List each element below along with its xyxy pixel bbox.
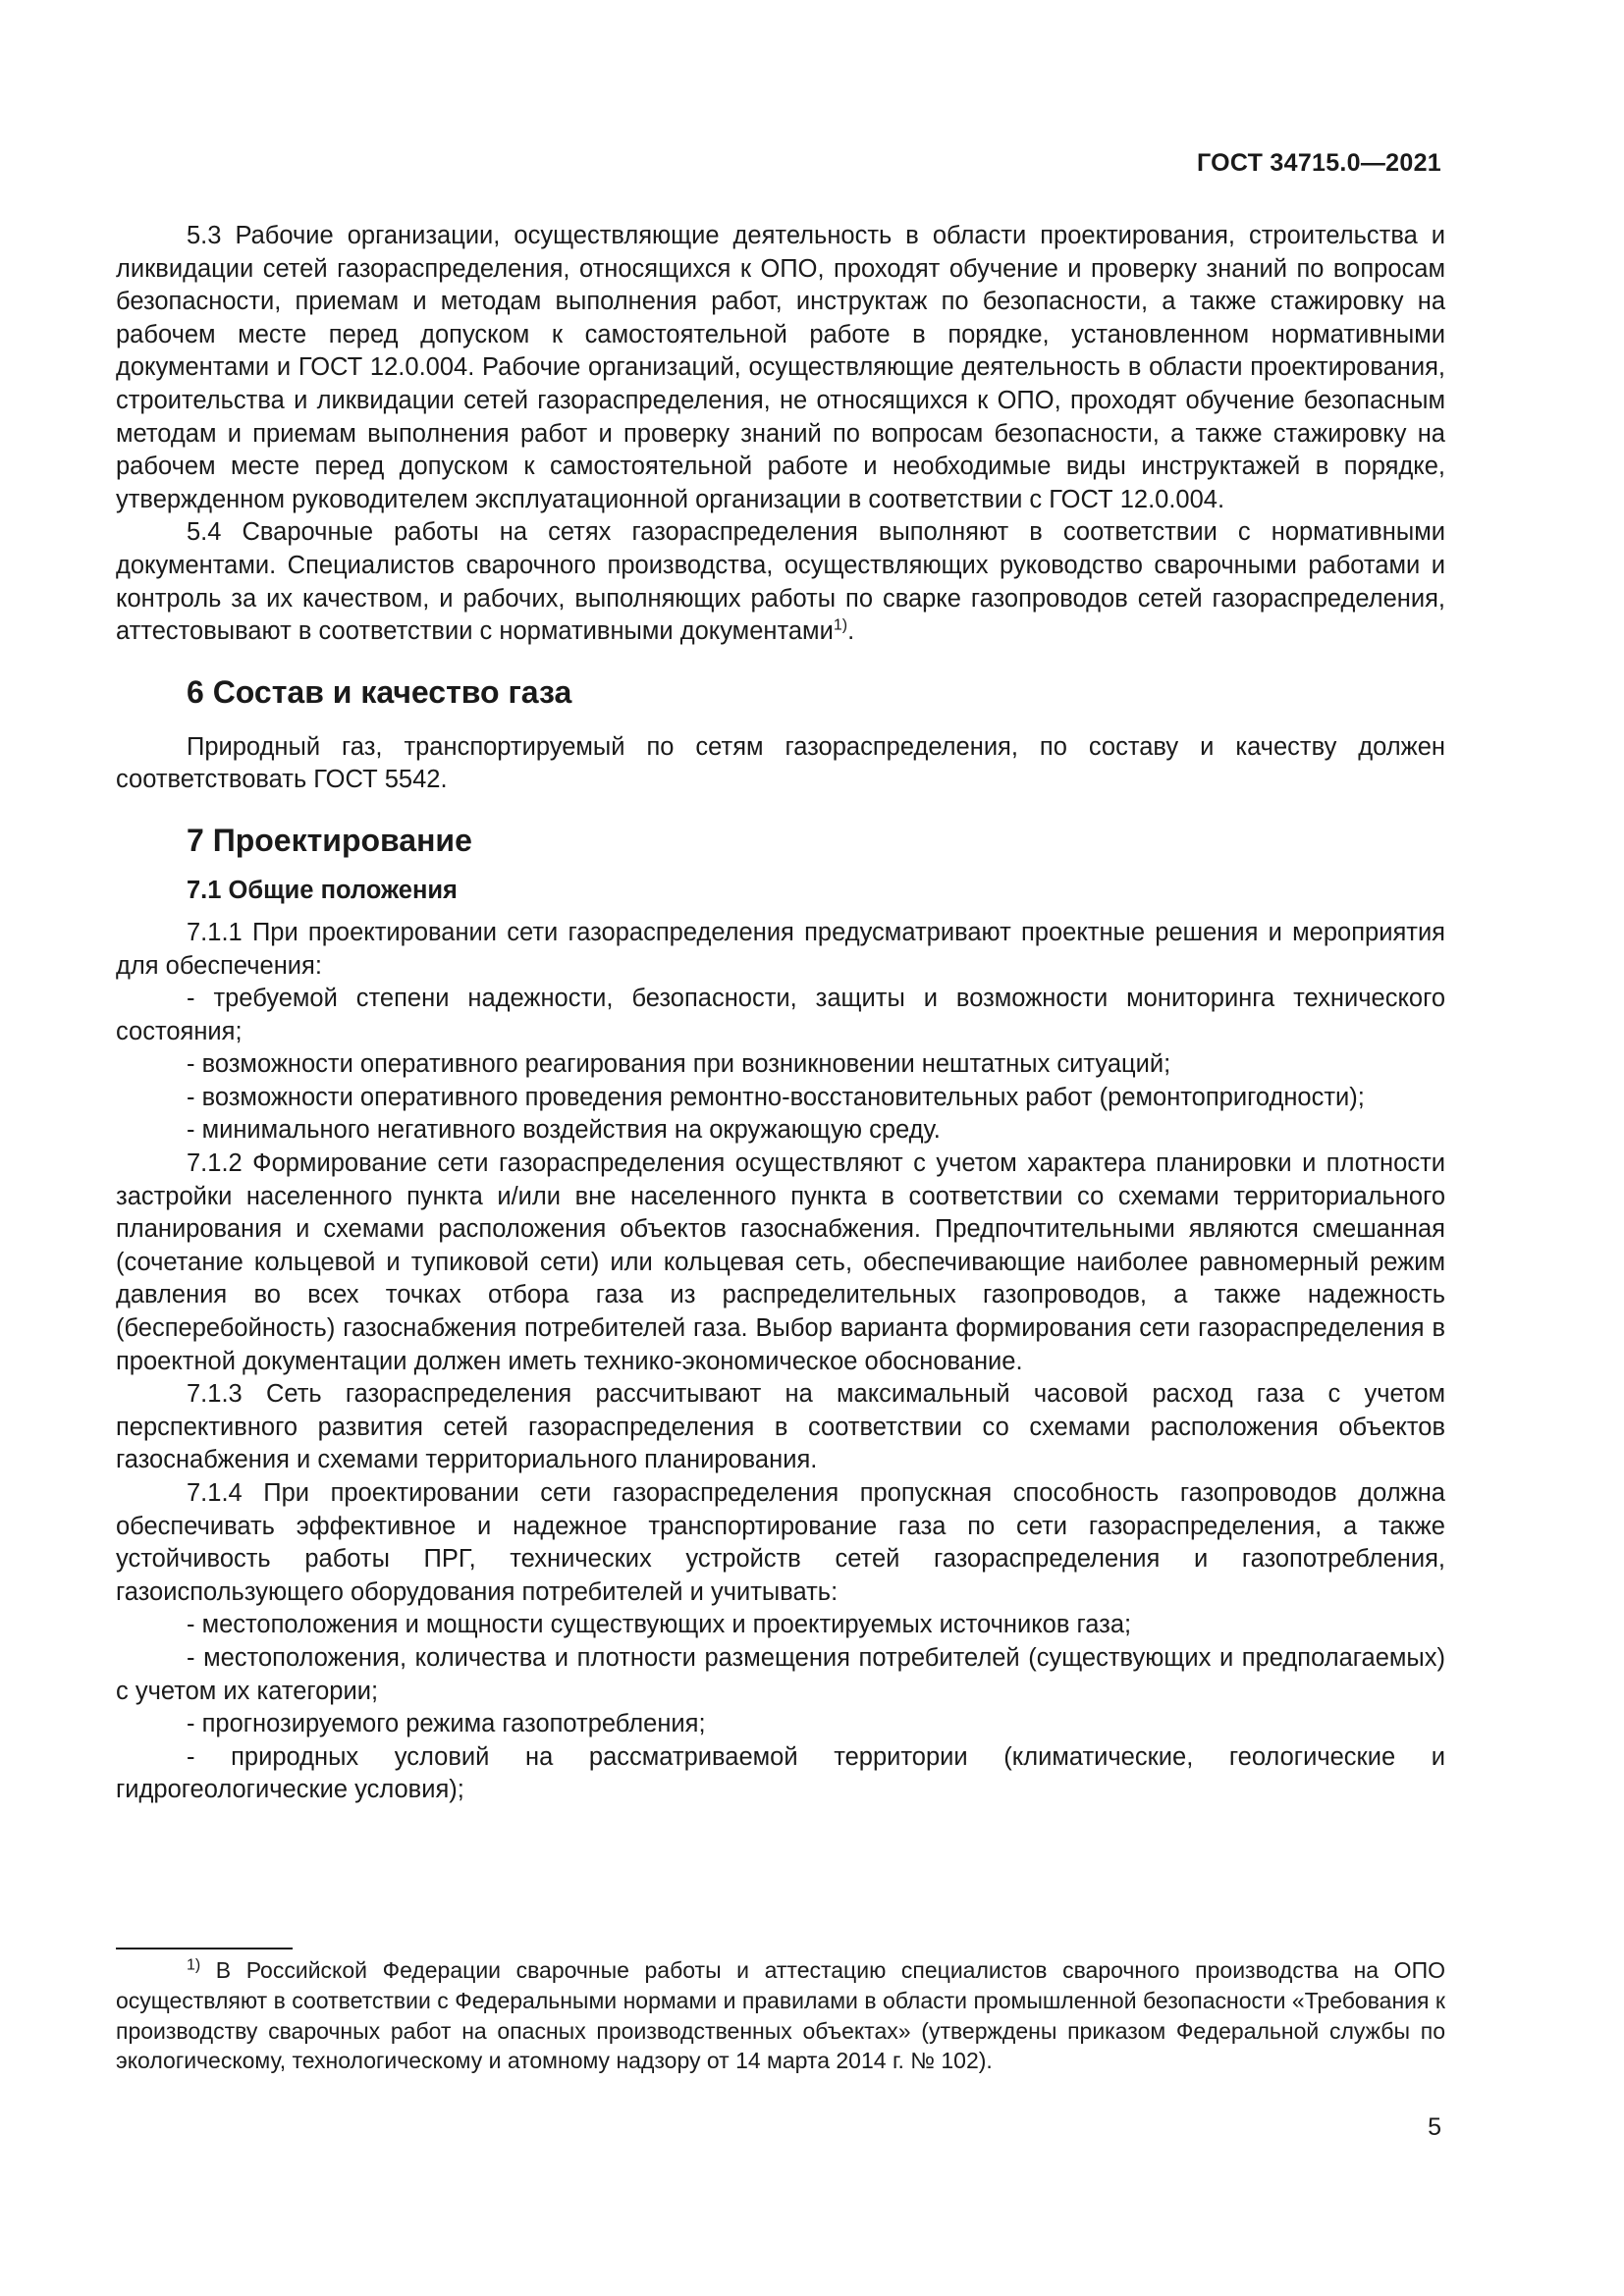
footnote-mark: 1) <box>187 1956 201 1974</box>
paragraph-5-4-end: . <box>847 617 855 646</box>
paragraph-6: Природный газ, транспортируемый по сетям газораспределения, по составу и качеству должен соответствовать ГОСТ 5542. <box>116 732 1445 794</box>
list-item: - природных условий на рассматриваемой территории (климатические, геологические и гидрогеологические условия); <box>116 1742 1445 1804</box>
list-item: - минимального негативного воздействия на окружающую среду. <box>187 1116 941 1145</box>
paragraph-7-1-3: 7.1.3 Сеть газораспределения рассчитывают на максимальный часовой расход газа с учетом перспективного развития сетей газораспределения в соответствии со схемами расположения объектов газоснабжения и схемами территориального планирования. <box>116 1380 1445 1474</box>
section-7-1-heading: 7.1 Общие положения <box>187 876 458 904</box>
paragraph-7-1-4: 7.1.4 При проектировании сети газораспределения пропускная способность газопроводов должна обеспечивать эффективное и надежное транспортирование газа по сети газораспределения, а также устойчивость работы ПРГ, технических устройств сетей газораспределения и газопотребления, газоиспользующего оборудования потребителей и учитывать: <box>116 1479 1445 1606</box>
list-item: - требуемой степени надежности, безопасности, защиты и возможности мониторинга технического состояния; <box>116 985 1445 1045</box>
list-item: - местоположения и мощности существующих и проектируемых источников газа; <box>187 1611 1132 1639</box>
section-6-heading: 6 Состав и качество газа <box>187 673 572 710</box>
section-7-heading: 7 Проектирование <box>187 822 472 858</box>
list-item: - местоположения, количества и плотности размещения потребителей (существующих и предполагаемых) с учетом их категории; <box>116 1643 1445 1705</box>
page-body <box>116 220 1445 1807</box>
document-header: ГОСТ 34715.0—2021 <box>1196 149 1441 177</box>
paragraph-5-4 <box>116 516 1445 648</box>
footnote-divider <box>116 1948 293 1949</box>
paragraph-7-1-2: 7.1.2 Формирование сети газораспределения осуществляют с учетом характера планировки и плотности застройки населенного пункта и/или вне населенного пункта в соответствии со схемами территориального планирования и схемами расположения объектов газоснабжения. Предпочтительными являются смешанная (сочетание кольцевой и тупиковой сети) или кольцевая сеть, обеспечивающие наиболее равномерный режим давления во всех точках отбора газа из распределительных газопроводов, а также надежность (бесперебойность) газоснабжения потребителей газа. Выбор варианта формирования сети газораспределения в проектной документации должен иметь технико-экономическое обоснование. <box>116 1149 1445 1375</box>
list-item: - возможности оперативного реагирования при возникновении нештатных ситуаций; <box>187 1050 1171 1079</box>
footnote <box>116 1955 1445 2076</box>
paragraph-7-1-1: 7.1.1 При проектировании сети газораспределения предусматривают проектные решения и мероприятия для обеспечения: <box>116 918 1445 980</box>
paragraph-5-3: 5.3 Рабочие организации, осуществляющие деятельность в области проектирования, строительства и ликвидации сетей газораспределения, относящихся к ОПО, проходят обучение и проверку знаний по вопросам безопасности, приемам и методам выполнения работ, инструктаж по безопасности, а также стажировку на рабочем месте перед допуском к самостоятельной работе в порядке, установленном нормативными документами и ГОСТ 12.0.004. Рабочие организаций, осуществляющие деятельность в области проектирования, строительства и ликвидации сетей газораспределения, не относящихся к ОПО, проходят обучение безопасным методам и приемам выполнения работ и проверку знаний по вопросам безопасности, а также стажировку на рабочем месте перед допуском к самостоятельной работе и необходимые виды инструктажей в порядке, утвержденном руководителем эксплуатационной организации в соответствии с ГОСТ 12.0.004. <box>116 222 1445 513</box>
page-number: 5 <box>1428 2113 1441 2141</box>
footnote-ref[interactable]: 1) <box>833 616 848 634</box>
paragraph-5-4-text: 5.4 Сварочные работы на сетях газораспределения выполняют в соответствии с нормативными документами. Специалистов сварочного производства, осуществляющих руководство сварочными работами и контроль за их качеством, и рабочих, выполняющих работы по сварке газопроводов сетей газораспределения, аттестовывают в соответствии с нормативными документами <box>116 518 1445 646</box>
footnote-text <box>116 1955 1445 2076</box>
list-item: - прогнозируемого режима газопотребления; <box>187 1710 706 1738</box>
list-item: - возможности оперативного проведения ремонтно-восстановительных работ (ремонтопригодности); <box>187 1083 1365 1111</box>
footnote-body: В Российской Федерации сварочные работы и аттестацию специалистов сварочного производства на ОПО осуществляют в соответствии с Федеральными нормами и правилами в области промышленной безопасности «Требования к производству сварочных работ на опасных производственных объектах» (утверждены приказом Федеральной службы по экологическому, технологическому и атомному надзору от 14 марта 2014 г. № 102). <box>116 1957 1445 2074</box>
